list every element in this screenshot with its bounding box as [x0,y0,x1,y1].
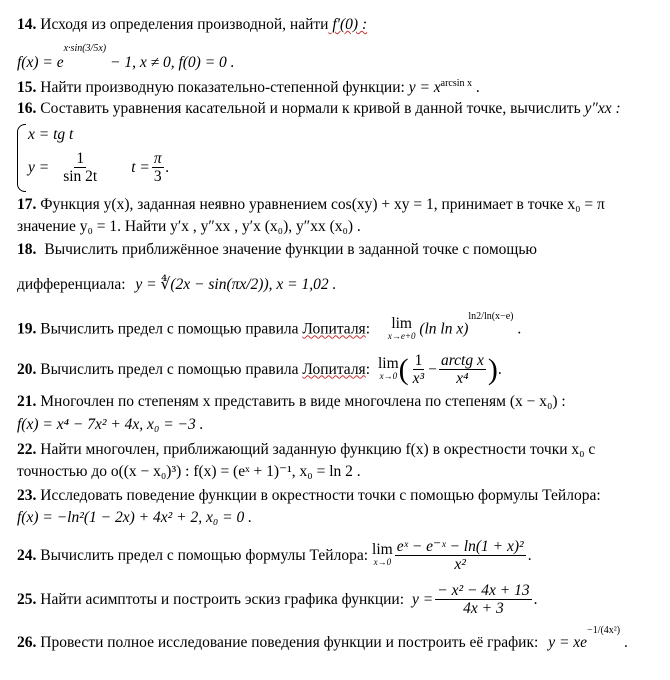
problem-21-formula: f(x) = x⁴ − 7x² + 4x, x₀ = −3 . [17,416,204,433]
formula: y″xx : [580,100,621,117]
formula-exponent: arcsin x [440,77,473,89]
formula: . [472,79,480,96]
term: Лопиталя [302,360,366,378]
problem-text: Найти асимптоты и построить эскиз графика функции: [40,590,405,608]
problem-17 [17,196,605,214]
problem-text: Исходя из определения производной, найти [40,16,329,33]
problem-14 [17,16,367,34]
problem-number: 19. [17,320,37,338]
system-line-1: x = tg t [28,126,74,143]
problem-17-cont: значение y₀ = 1. Найти y′x , y″xx , y′x (x₀), y″xx (x₀) . [17,218,361,235]
problem-21 [17,393,566,411]
problem-26: 26. Провести полное исследование поведения функции и построить её график: $y = xe^{-1/(4x^2)}$ . [17,624,628,651]
system-line-2: y = $\frac{1}{\sin 2t}$ t = $\frac{\pi}{3}$ . [28,150,170,185]
problem-number: 14. [17,16,37,33]
problem-text: дифференциала: [17,276,126,293]
problem-number: 24. [17,546,37,564]
formula: f′(0) : [328,16,368,33]
fraction: $\frac{\text{− x² − 4x + 13}}{4x + 3}$ [437,582,530,617]
formula-exponent: −1/(4x²) [587,624,621,636]
problem-text: Составить уравнения касательной и нормали к кривой в данной точке, вычислить [40,100,581,117]
problem-number: 17. [17,196,37,213]
fraction: $\frac{\text{arctg x}}{\text{x⁴}}$ [440,352,484,387]
problem-24: 24. Вычислить предел с помощью формулы Тейлора: lim x→0 $\frac{\text{eˣ − e⁻ˣ − ln(1 + x)²}}{\text{x²}}$ . [17,538,532,573]
formula: − 1, x ≠ 0, f(0) = 0 . [106,54,235,71]
problem-number: 18. [17,241,37,258]
fraction: $\frac{1}{\text{x³}}$ [412,352,425,387]
problem-20: 20. Вычислить предел с помощью правила Лопиталя : lim x→0 ( $\frac{1}{\text{x³}}$ − $\frac{\text{arctg x}}{\text{x⁴}}$ ) . [17,352,502,387]
limit: lim x→0 [372,540,393,567]
problem-text: Вычислить предел с помощью правила [40,360,299,378]
problem-number: 22. [17,441,37,458]
formula: y = xe [548,634,588,651]
fraction: $\frac{\text{eˣ − e⁻ˣ − ln(1 + x)²}}{\text{x²}}$ [396,538,524,573]
fraction: $\frac{1}{\sin 2t}$ [63,150,98,185]
problem-number: 15. [17,79,37,96]
formula: y = [28,158,50,176]
problem-23 [17,487,601,505]
problem-number: 26. [17,634,37,651]
problem-text: Вычислить предел с помощью правила [40,320,299,338]
problem-text: Найти производную показательно-степенной функции: [40,79,405,96]
formula: f(x) = e [17,54,64,71]
system-brace [17,124,26,192]
problem-23-formula: f(x) = −ln²(1 − 2x) + 4x² + 2, x₀ = 0 . [17,509,252,526]
problem-16 [17,100,621,118]
formula-exponent: ln2/ln(x−e) [468,311,514,323]
problem-text: Провести полное исследование поведения функции и построить её график: [40,634,539,651]
problem-22-cont: точностью до o((x − x₀)³) : f(x) = (eˣ + 1)⁻¹, x₀ = ln 2 . [17,463,361,480]
problem-18 [17,241,653,259]
fraction: $\frac{\pi}{3}$ [153,150,162,185]
problem-25: 25. Найти асимптоты и построить эскиз графика функции: y = $\frac{\text{− x² − 4x + 13}}{4x + 3}$ . [17,582,538,617]
problem-text: Исследовать поведение функции в окрестности точки с помощью формулы Тейлора: [40,487,601,504]
problem-text: Вычислить предел с помощью формулы Тейлора: [40,546,369,564]
formula: t = [131,158,150,176]
problem-number: 25. [17,590,37,608]
formula: y = ∜(2x − sin(πx/2)), x = 1,02 . [135,276,337,293]
formula: y = x [404,79,441,96]
problem-18-cont [17,276,336,294]
problem-19: 19. Вычислить предел с помощью правила Лопиталя: lim x→e+0 (ln ln x)$^{ln2/ln(x-e)}$ . [17,311,522,341]
formula: (ln ln x) [419,320,469,338]
problem-text: Вычислить приближённое значение функции в заданной точке с помощью [44,241,538,258]
problem-22 [17,441,595,459]
problem-15 [17,79,480,97]
problem-number: 16. [17,100,37,117]
problem-text: Найти многочлен, приближающий заданную функцию f(x) в окрестности точки x₀ с [40,441,596,458]
formula: y = [412,590,434,608]
term: Лопиталя [302,320,366,338]
limit: lim x→0 [378,354,399,381]
problem-number: 20. [17,360,37,378]
problem-number: 21. [17,393,37,410]
problem-text: Функция y(x), заданная неявно уравнением cos(xy) + xy = 1, принимает в точке x₀ = π [40,196,605,213]
limit: lim x→e+0 [387,315,416,341]
problem-text: Многочлен по степеням x представить в виде многочлена по степеням (x − x₀) : [40,393,566,410]
formula-exponent: x·sin(3/5x) [63,42,107,54]
problem-number: 23. [17,487,37,504]
